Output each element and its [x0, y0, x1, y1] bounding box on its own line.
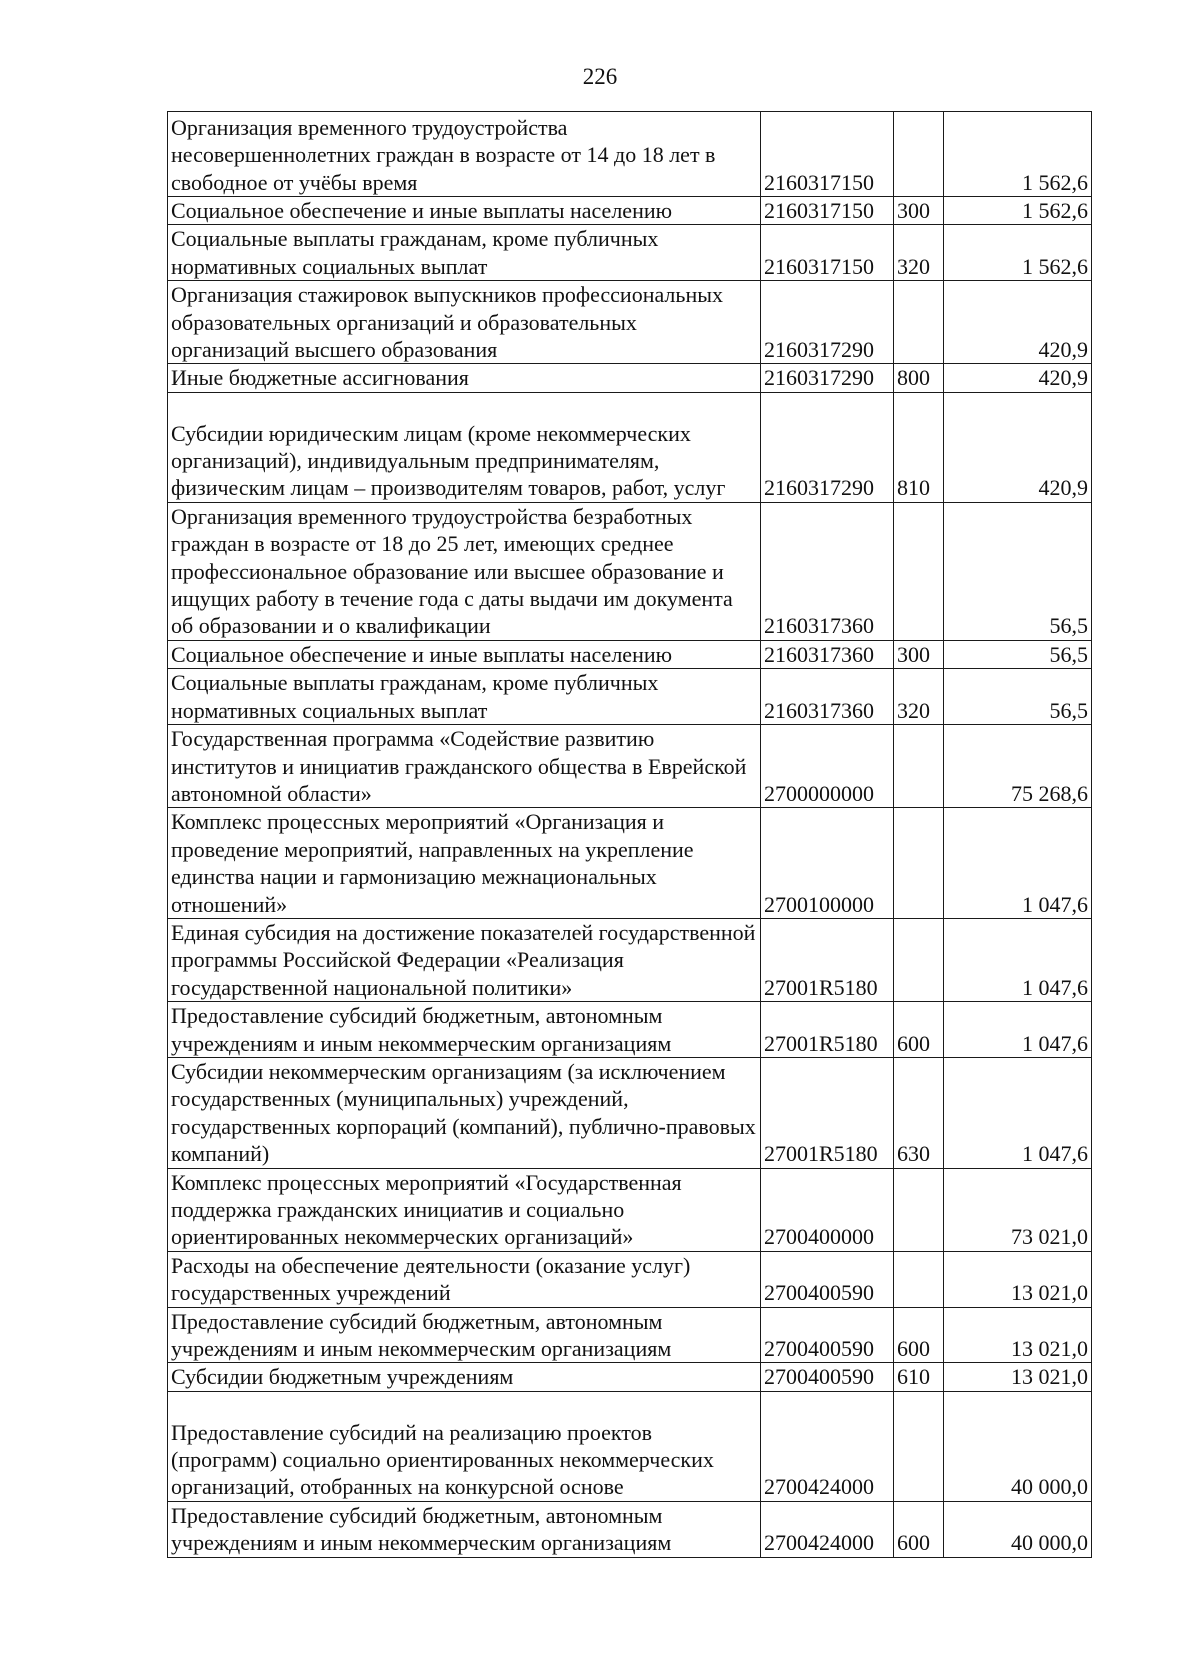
row-amount-cell: 1 562,6 — [944, 112, 1092, 197]
row-type-cell — [894, 918, 944, 1001]
table-row — [168, 112, 1092, 197]
row-code-cell: 2700400590 — [761, 1307, 894, 1363]
row-type-cell: 800 — [894, 364, 944, 392]
table-row — [168, 669, 1092, 725]
row-name-cell: Организация временного трудоустройства безработных граждан в возрасте от 18 до 25 лет, имеющих среднее профессиональное образование или высшее образование и ищущих работу в течение года с даты выдачи им документа об образовании и о квалификации — [168, 502, 761, 640]
row-type-cell — [894, 725, 944, 808]
row-name-cell: Расходы на обеспечение деятельности (оказание услуг) государственных учреждений — [168, 1251, 761, 1307]
row-type-cell: 600 — [894, 1501, 944, 1557]
row-amount-cell: 1 047,6 — [944, 1002, 1092, 1058]
row-name-cell: Социальные выплаты гражданам, кроме публичных нормативных социальных выплат — [168, 225, 761, 281]
row-name-cell: Субсидии бюджетным учреждениям — [168, 1363, 761, 1391]
row-code-cell: 27001R5180 — [761, 1057, 894, 1168]
row-name-cell: Единая субсидия на достижение показателей государственной программы Российской Федерации «Реализация государственной национальной политики» — [168, 918, 761, 1001]
row-code-cell: 27001R5180 — [761, 1002, 894, 1058]
row-code-cell: 2160317290 — [761, 364, 894, 392]
row-amount-cell: 73 021,0 — [944, 1168, 1092, 1251]
row-type-cell: 320 — [894, 669, 944, 725]
row-code-cell: 2160317150 — [761, 225, 894, 281]
row-code-cell: 2700100000 — [761, 808, 894, 919]
budget-table — [167, 111, 1092, 1558]
row-type-cell — [894, 808, 944, 919]
row-type-cell: 300 — [894, 640, 944, 668]
row-type-cell — [894, 281, 944, 364]
row-name-cell: Комплекс процессных мероприятий «Государственная поддержка гражданских инициатив и социально ориентированных некоммерческих организаций» — [168, 1168, 761, 1251]
table-row — [168, 808, 1092, 919]
row-amount-cell: 1 562,6 — [944, 225, 1092, 281]
table-row — [168, 1501, 1092, 1557]
row-type-cell: 320 — [894, 225, 944, 281]
row-name-cell: Организация стажировок выпускников профессиональных образовательных организаций и образовательных организаций высшего образования — [168, 281, 761, 364]
table-row — [168, 918, 1092, 1001]
row-type-cell: 630 — [894, 1057, 944, 1168]
table-row — [168, 1307, 1092, 1363]
row-code-cell: 2700400000 — [761, 1168, 894, 1251]
row-name-cell: Предоставление субсидий бюджетным, автономным учреждениям и иным некоммерческим организациям — [168, 1501, 761, 1557]
row-code-cell: 2160317360 — [761, 640, 894, 668]
row-code-cell: 2700424000 — [761, 1501, 894, 1557]
row-amount-cell: 420,9 — [944, 281, 1092, 364]
row-code-cell: 2700000000 — [761, 725, 894, 808]
row-name-cell: Предоставление субсидий на реализацию проектов (программ) социально ориентированных некоммерческих организаций, отобранных на конкурсной основе — [168, 1391, 761, 1501]
row-code-cell: 2160317290 — [761, 281, 894, 364]
row-type-cell — [894, 502, 944, 640]
row-name-cell: Социальное обеспечение и иные выплаты населению — [168, 197, 761, 225]
table-row — [168, 392, 1092, 502]
row-type-cell: 810 — [894, 392, 944, 502]
row-type-cell — [894, 112, 944, 197]
row-name-cell: Предоставление субсидий бюджетным, автономным учреждениям и иным некоммерческим организациям — [168, 1002, 761, 1058]
table-row — [168, 364, 1092, 392]
table-row — [168, 1002, 1092, 1058]
table-row — [168, 502, 1092, 640]
row-amount-cell: 1 562,6 — [944, 197, 1092, 225]
row-name-cell: Социальное обеспечение и иные выплаты населению — [168, 640, 761, 668]
table-row — [168, 225, 1092, 281]
row-name-cell: Социальные выплаты гражданам, кроме публичных нормативных социальных выплат — [168, 669, 761, 725]
row-amount-cell: 75 268,6 — [944, 725, 1092, 808]
table-row — [168, 1057, 1092, 1168]
row-amount-cell: 420,9 — [944, 364, 1092, 392]
row-code-cell: 2700400590 — [761, 1363, 894, 1391]
row-type-cell — [894, 1391, 944, 1501]
row-name-cell: Государственная программа «Содействие развитию институтов и инициатив гражданского общества в Еврейской автономной области» — [168, 725, 761, 808]
row-amount-cell: 420,9 — [944, 392, 1092, 502]
budget-table-body — [168, 112, 1092, 1558]
row-type-cell: 610 — [894, 1363, 944, 1391]
row-type-cell: 600 — [894, 1307, 944, 1363]
page-number: 226 — [582, 64, 618, 89]
row-type-cell — [894, 1168, 944, 1251]
row-name-cell: Иные бюджетные ассигнования — [168, 364, 761, 392]
row-code-cell: 2700400590 — [761, 1251, 894, 1307]
row-amount-cell: 13 021,0 — [944, 1307, 1092, 1363]
table-row — [168, 1251, 1092, 1307]
row-name-cell: Субсидии юридическим лицам (кроме некоммерческих организаций), индивидуальным предпринимателям, физическим лицам – производителям товаров, работ, услуг — [168, 392, 761, 502]
row-amount-cell: 56,5 — [944, 669, 1092, 725]
row-amount-cell: 1 047,6 — [944, 808, 1092, 919]
row-name-cell: Предоставление субсидий бюджетным, автономным учреждениям и иным некоммерческим организациям — [168, 1307, 761, 1363]
row-amount-cell: 13 021,0 — [944, 1251, 1092, 1307]
table-row — [168, 725, 1092, 808]
row-amount-cell: 40 000,0 — [944, 1391, 1092, 1501]
row-code-cell: 2160317150 — [761, 112, 894, 197]
table-row — [168, 1391, 1092, 1501]
table-row — [168, 1168, 1092, 1251]
row-code-cell: 2160317360 — [761, 669, 894, 725]
row-type-cell — [894, 1251, 944, 1307]
row-type-cell: 300 — [894, 197, 944, 225]
row-amount-cell: 40 000,0 — [944, 1501, 1092, 1557]
table-row — [168, 1363, 1092, 1391]
row-amount-cell: 1 047,6 — [944, 1057, 1092, 1168]
row-code-cell: 27001R5180 — [761, 918, 894, 1001]
row-type-cell: 600 — [894, 1002, 944, 1058]
row-name-cell: Организация временного трудоустройства несовершеннолетних граждан в возрасте от 14 до 18 лет в свободное от учёбы время — [168, 112, 761, 197]
row-name-cell: Субсидии некоммерческим организациям (за исключением государственных (муниципальных) учреждений, государственных корпораций (компаний), публично-правовых компаний) — [168, 1057, 761, 1168]
row-code-cell: 2700424000 — [761, 1391, 894, 1501]
row-code-cell: 2160317290 — [761, 392, 894, 502]
row-amount-cell: 1 047,6 — [944, 918, 1092, 1001]
table-row — [168, 197, 1092, 225]
row-name-cell: Комплекс процессных мероприятий «Организация и проведение мероприятий, направленных на укрепление единства нации и гармонизацию межнациональных отношений» — [168, 808, 761, 919]
row-code-cell: 2160317360 — [761, 502, 894, 640]
row-amount-cell: 56,5 — [944, 502, 1092, 640]
row-amount-cell: 13 021,0 — [944, 1363, 1092, 1391]
table-row — [168, 281, 1092, 364]
table-row — [168, 640, 1092, 668]
row-code-cell: 2160317150 — [761, 197, 894, 225]
row-amount-cell: 56,5 — [944, 640, 1092, 668]
